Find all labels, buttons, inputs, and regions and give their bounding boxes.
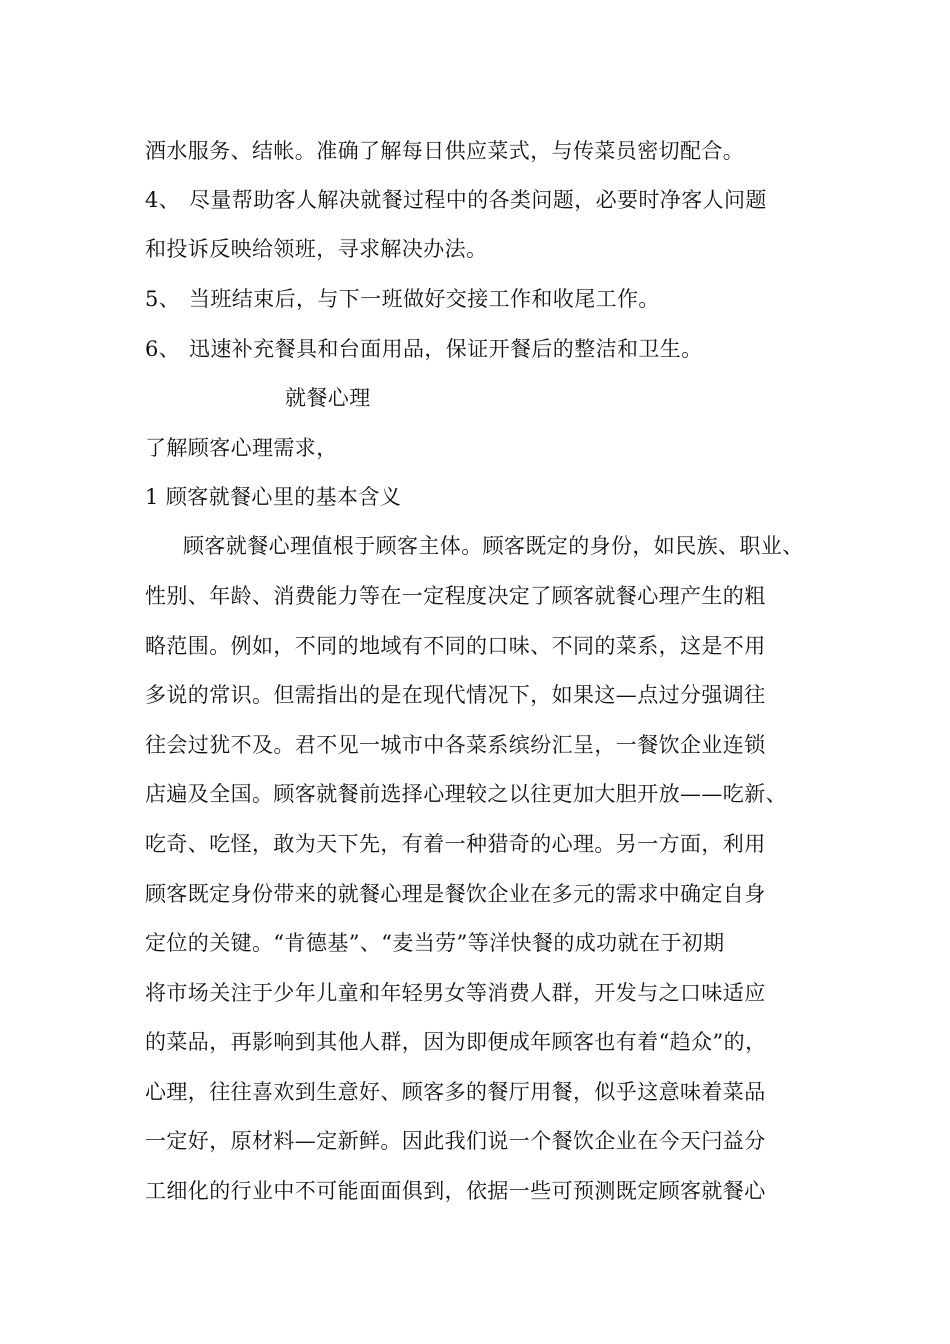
line-text: 尽量帮助客人解决就餐过程中的各类问题，必要时净客人问题 [189,188,767,212]
text-line [145,779,787,809]
text-line [145,433,338,463]
section-heading [285,383,371,413]
line-text: 一定好，原材料—定新鲜。因此我们说一个餐饮企业在今天闩益分 [145,1129,766,1153]
line-text: 迅速补充餐具和台面用品，保证开餐后的整洁和卫生。 [189,337,703,361]
text-line [145,1027,766,1057]
line-text: 定位的关键。“肯德基”、“麦当劳”等洋快餐的成功就在于初期 [145,931,725,955]
list-item-5 [145,284,660,314]
text-line [145,631,766,661]
text-line [145,879,766,909]
heading-text: 就餐心理 [285,386,371,410]
text-line [145,928,725,958]
subsection-heading [145,482,401,512]
text-line [145,730,766,760]
line-text: 顾客就餐心理值根于顾客主体。顾客既定的身份，如民族、职业、 [183,534,804,558]
text-line [145,136,744,166]
line-text: 酒水服务、结帐。准确了解每日供应菜式，与传菜员密切配合。 [145,139,745,163]
text-line [145,1176,766,1206]
line-text: 将市场关注于少年儿童和年轻男女等消费人群，开发与之口味适应 [145,981,766,1005]
line-text: 当班结束后，与下一班做好交接工作和收尾工作。 [189,287,660,311]
line-text: 的菜品，再影响到其他人群，因为即便成年顾客也有着“趋众”的， [145,1030,767,1054]
text-line [145,581,766,611]
line-text: 吃奇、吃怪，敢为天下先，有着一种猎奇的心理。另一方面，利用 [145,832,766,856]
list-number: 5、 [145,287,181,311]
line-text: 1 顾客就餐心里的基本含义 [145,485,402,509]
line-text: 顾客既定身份带来的就餐心理是餐饮企业在多元的需求中确定自身 [145,882,766,906]
line-text: 了解顾客心理需求， [145,436,338,460]
line-text: 多说的常识。但需指出的是在现代情况下，如果这—点过分强调往 [145,683,766,707]
line-text: 往会过犹不及。君不见一城市中各菜系缤纷汇呈，一餐饮企业连锁 [145,733,766,757]
text-line [145,829,766,859]
text-line [145,1077,766,1107]
text-line [145,978,766,1008]
line-text: 和投诉反映给领班，寻求解决办法。 [145,237,488,261]
line-text: 性别、年龄、消费能力等在一定程度决定了顾客就餐心理产生的粗 [145,584,766,608]
line-text: 店遍及全国。顾客就餐前选择心理较之以往更加大胆开放——吃新、 [145,782,787,806]
text-line [145,1126,766,1156]
line-text: 工细化的行业中不可能面面俱到，依据一些可预测既定顾客就餐心 [145,1179,766,1203]
text-line [145,680,766,710]
list-item-6 [145,334,703,364]
line-text: 心理，往往喜欢到生意好、顾客多的餐厅用餐，似乎这意味着菜品 [145,1080,766,1104]
list-item-4 [145,185,767,215]
text-line [145,234,487,264]
paragraph-first-line [183,531,804,561]
list-number: 4、 [145,188,181,212]
line-text: 略范围。例如，不同的地域有不同的口味、不同的菜系，这是不用 [145,634,766,658]
list-number: 6、 [145,337,181,361]
